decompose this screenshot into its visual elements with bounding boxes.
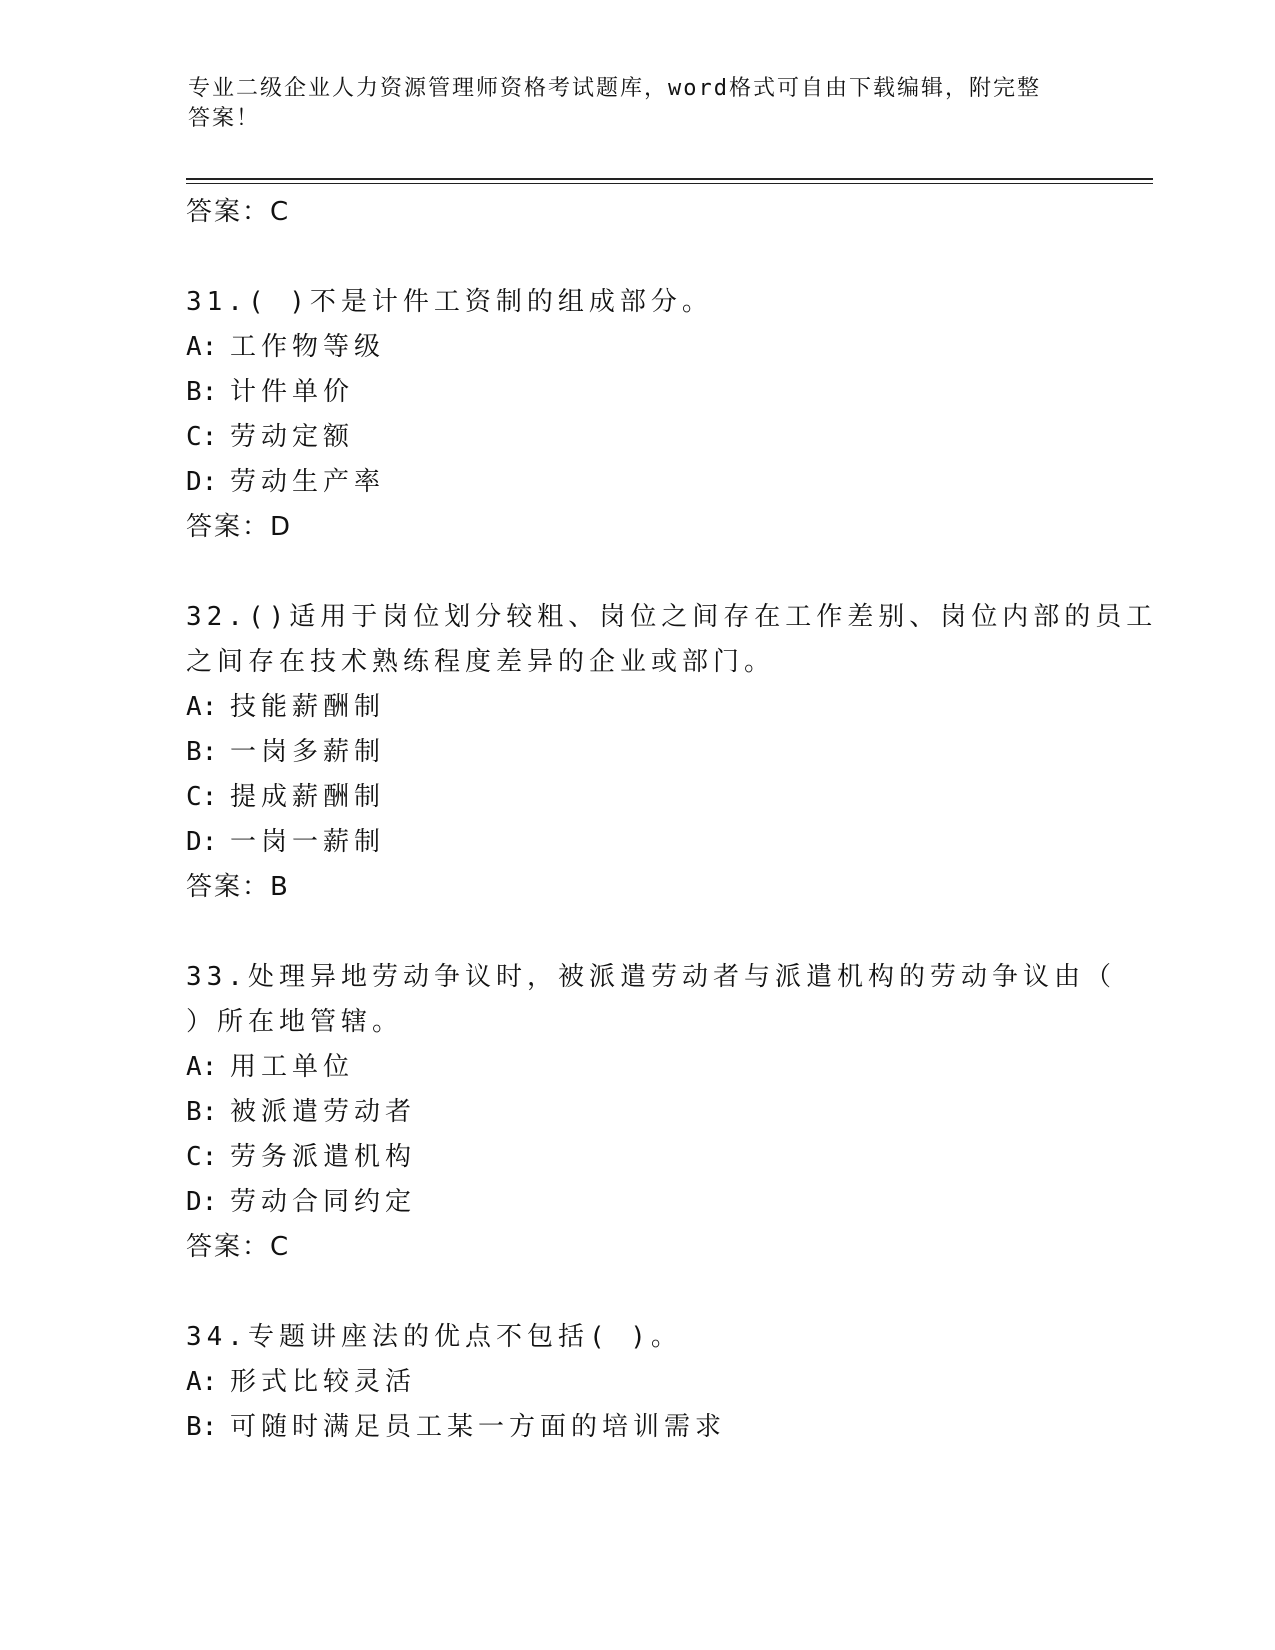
option-a: [186, 325, 1086, 370]
option-b: [186, 1090, 1086, 1135]
question-34: [186, 1315, 1086, 1450]
option-key: A:: [186, 1052, 218, 1082]
question-33: [186, 955, 1116, 1270]
question-gap: [186, 1270, 1086, 1315]
answer-value: C: [270, 1232, 290, 1262]
option-c: [186, 415, 1086, 460]
answer-line: [186, 1225, 1086, 1270]
option-key: A:: [186, 1367, 218, 1397]
question-gap: [186, 550, 1086, 595]
option-d: [186, 820, 1086, 865]
question-gap: [186, 910, 1086, 955]
option-text: 提成薪酬制: [230, 782, 386, 812]
answer-line: [186, 505, 1086, 550]
question-text: 34.专题讲座法的优点不包括( )。: [186, 1322, 682, 1352]
question-list: [186, 190, 1158, 1450]
option-key: D:: [186, 467, 218, 497]
header-line-2: 答案！: [188, 106, 261, 131]
question-text: 33.处理异地劳动争议时，被派遣劳动者与派遣机构的劳动争议由（: [186, 962, 1116, 992]
option-c: [186, 775, 1086, 820]
answer-label: 答案：: [186, 512, 271, 542]
answer-line: [186, 865, 1086, 910]
option-text: 一岗多薪制: [230, 737, 386, 767]
option-key: B:: [186, 1097, 218, 1127]
option-text: 可随时满足员工某一方面的培训需求: [230, 1412, 727, 1442]
option-text: 用工单位: [230, 1052, 355, 1082]
option-text: 工作物等级: [230, 332, 386, 362]
answer-line: [186, 190, 1086, 235]
answer-value: B: [270, 872, 289, 902]
option-b: [186, 730, 1086, 775]
option-key: B:: [186, 1412, 218, 1442]
option-text: 形式比较灵活: [230, 1367, 417, 1397]
option-key: D:: [186, 827, 218, 857]
option-key: B:: [186, 737, 218, 767]
answer-label: 答案：: [186, 197, 271, 227]
option-key: C:: [186, 422, 218, 452]
document-header: [188, 74, 1088, 134]
option-text: 一岗一薪制: [230, 827, 386, 857]
option-key: C:: [186, 1142, 218, 1172]
option-a: [186, 1360, 1086, 1405]
question-31: [186, 280, 1086, 550]
answer-label: 答案：: [186, 1232, 271, 1262]
option-text: 被派遣劳动者: [230, 1097, 417, 1127]
header-rule-thin: [186, 183, 1153, 184]
option-text: 技能薪酬制: [230, 692, 386, 722]
option-text: 计件单价: [230, 377, 355, 407]
option-key: A:: [186, 332, 218, 362]
option-key: C:: [186, 782, 218, 812]
option-text: 劳动合同约定: [230, 1187, 417, 1217]
option-a: [186, 685, 1086, 730]
option-key: D:: [186, 1187, 218, 1217]
answer-value: D: [270, 512, 292, 542]
option-d: [186, 1180, 1086, 1225]
question-gap: [186, 235, 1086, 280]
option-c: [186, 1135, 1086, 1180]
option-text: 劳动生产率: [230, 467, 386, 497]
option-a: [186, 1045, 1086, 1090]
option-text: 劳动定额: [230, 422, 355, 452]
option-key: A:: [186, 692, 218, 722]
option-text: 劳务派遣机构: [230, 1142, 417, 1172]
option-b: [186, 370, 1086, 415]
question-text: 31.( )不是计件工资制的组成部分。: [186, 287, 713, 317]
header-line-1: 专业二级企业人力资源管理师资格考试题库，word格式可自由下载编辑，附完整: [188, 76, 1041, 101]
question-32: [186, 595, 1158, 910]
option-b: [186, 1405, 1086, 1450]
answer-value: C: [270, 197, 290, 227]
header-rule-thick: [186, 178, 1153, 180]
option-d: [186, 460, 1086, 505]
question-text-continued: 之间存在技术熟练程度差异的企业或部门。: [186, 647, 776, 677]
question-text-continued: ）所在地管辖。: [186, 1007, 404, 1037]
question-text: 32.()适用于岗位划分较粗、岗位之间存在工作差别、岗位内部的员工: [186, 602, 1158, 632]
option-key: B:: [186, 377, 218, 407]
answer-label: 答案：: [186, 872, 271, 902]
